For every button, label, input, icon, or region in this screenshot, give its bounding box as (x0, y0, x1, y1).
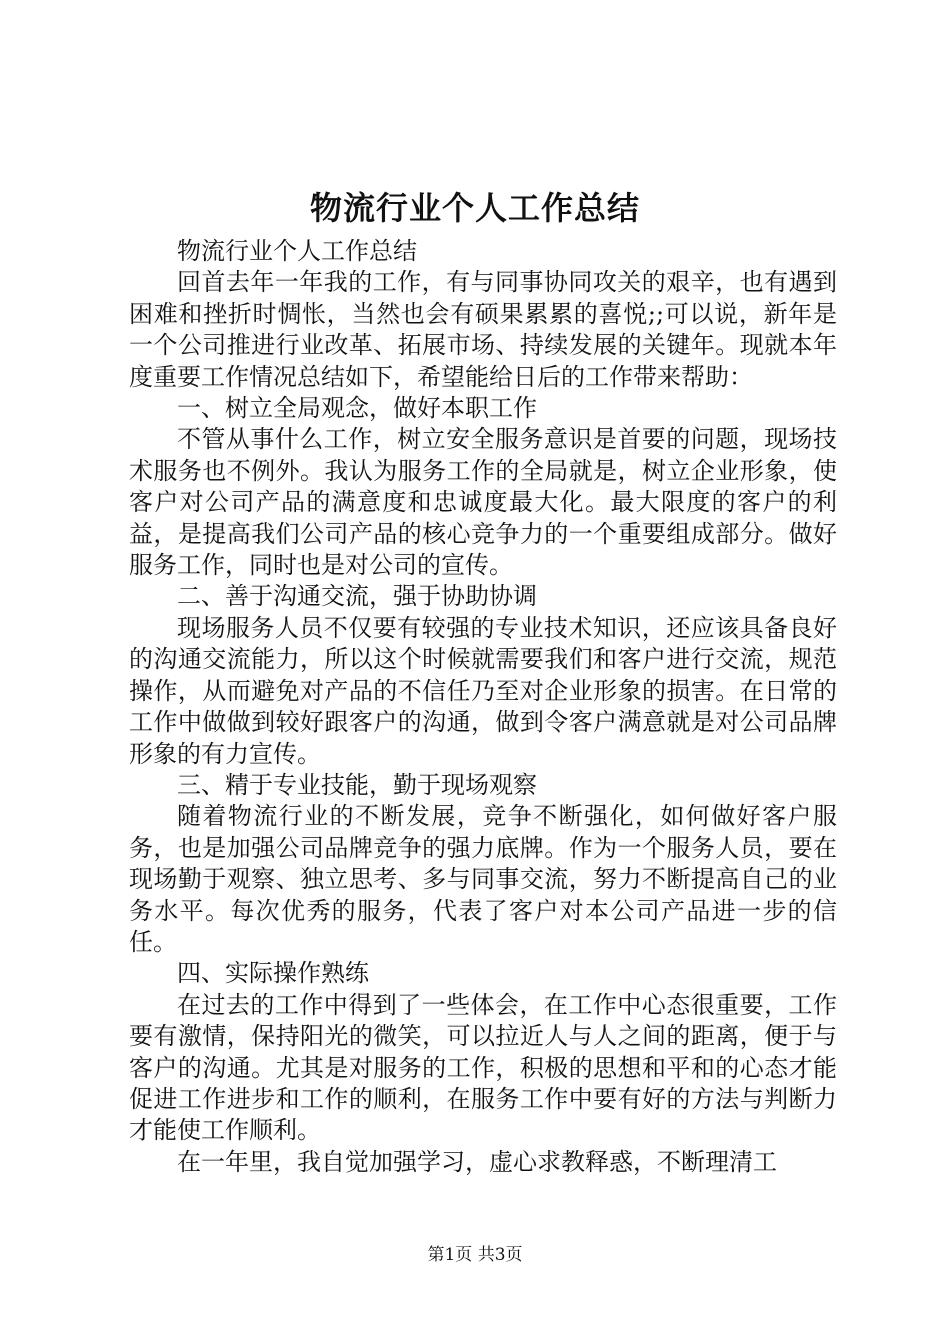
document-body (129, 236, 837, 1178)
paragraph-section-2: 现场服务人员不仅要有较强的专业技术知识，还应该具备良好的沟通交流能力，所以这个时候就需要我们和客户进行交流，规范操作，从而避免对产品的不信任乃至对企业形象的损害。在日常的工作中做做到较好跟客户的沟通，做到令客户满意就是对公司品牌形象的有力宣传。 (129, 613, 837, 768)
section-heading-4: 四、实际操作熟练 (177, 959, 369, 988)
document-title: 物流行业个人工作总结 (309, 189, 640, 227)
section-heading-1: 一、树立全局观念，做好本职工作 (177, 394, 537, 423)
paragraph-section-4: 在过去的工作中得到了一些体会，在工作中心态很重要，工作要有激情，保持阳光的微笑，可以拉近人与人之间的距离，便于与客户的沟通。尤其是对服务的工作，积极的思想和平和的心态才能促进工作进步和工作的顺利，在服务工作中要有好的方法与判断力才能使工作顺利。 (129, 990, 837, 1145)
paragraph-section-3: 随着物流行业的不断发展，竞争不断强化，如何做好客户服务，也是加强公司品牌竞争的强力底牌。作为一个服务人员，要在现场勤于观察、独立思考、多与同事交流，努力不断提高自己的业务水平。每次优秀的服务，代表了客户对本公司产品进一步的信任。 (129, 802, 837, 956)
section-heading-3: 三、精于专业技能，勤于现场观察 (177, 770, 537, 799)
paragraph-subtitle: 物流行业个人工作总结 (177, 237, 417, 265)
page-number-footer: 第1页 共3页 (427, 1245, 523, 1265)
paragraph-intro: 回首去年一年我的工作，有与同事协同攻关的艰辛，也有遇到困难和挫折时惆怅，当然也会有硕果累累的喜悦;;可以说，新年是一个公司推进行业改革、拓展市场、持续发展的关键年。现就本年度重要工作情况总结如下，希望能给日后的工作带来帮助： (129, 268, 837, 391)
section-heading-2: 二、善于沟通交流，强于协助协调 (177, 582, 537, 611)
paragraph-section-1: 不管从事什么工作，树立安全服务意识是首要的问题，现场技术服务也不例外。我认为服务工作的全局就是，树立企业形象，使客户对公司产品的满意度和忠诚度最大化。最大限度的客户的利益，是提高我们公司产品的核心竞争力的一个重要组成部分。做好服务工作，同时也是对公司的宣传。 (129, 425, 837, 580)
paragraph-closing: 在一年里，我自觉加强学习，虚心求教释惑，不断理清工 (177, 1147, 777, 1176)
